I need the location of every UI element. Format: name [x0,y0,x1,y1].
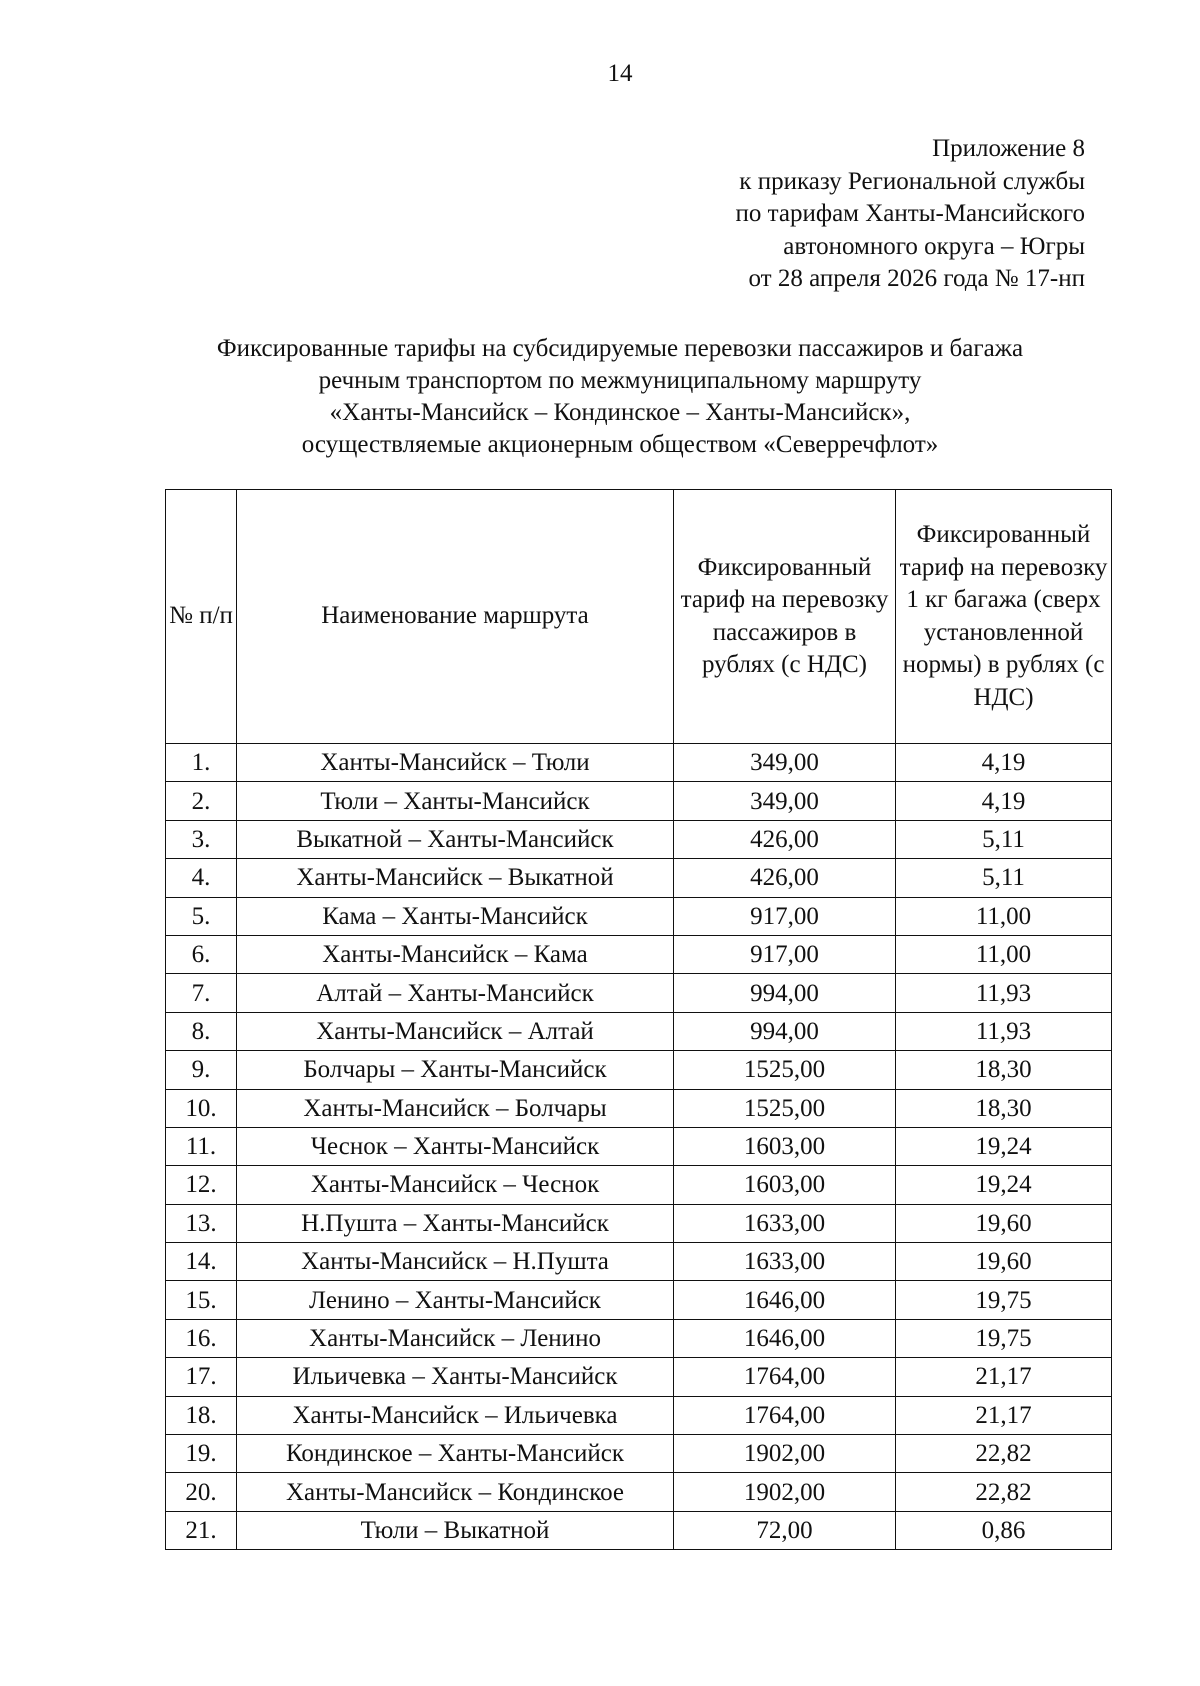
row-number-cell: 11. [166,1127,237,1165]
title-line: осуществляемые акционерным обществом «Северречфлот» [301,431,939,458]
row-number-cell: 20. [166,1473,237,1511]
passenger-tariff-cell: 1525,00 [674,1051,896,1089]
passenger-tariff-cell: 1603,00 [674,1127,896,1165]
row-number-cell: 1. [166,744,237,782]
passenger-tariff-cell: 1603,00 [674,1166,896,1204]
route-name-cell: Н.Пушта – Ханты-Мансийск [237,1204,674,1242]
title-line: речным транспортом по межмуниципальному маршруту [318,367,922,394]
tariff-table [165,489,1112,1550]
passenger-tariff-cell: 349,00 [674,782,896,820]
row-number-cell: 19. [166,1435,237,1473]
route-name-cell: Ханты-Мансийск – Болчары [237,1089,674,1127]
passenger-tariff-cell: 1525,00 [674,1089,896,1127]
passenger-tariff-cell: 1902,00 [674,1435,896,1473]
table-row [166,974,1112,1012]
row-number-cell: 10. [166,1089,237,1127]
passenger-tariff-cell: 426,00 [674,859,896,897]
route-name-cell: Тюли – Ханты-Мансийск [237,782,674,820]
passenger-tariff-cell: 994,00 [674,1012,896,1050]
route-name-cell: Ленино – Ханты-Мансийск [237,1281,674,1319]
header-baggage-tariff: Фиксированный тариф на перевозку 1 кг багажа (сверх установленной нормы) в рублях (с НДС) [896,490,1112,744]
baggage-tariff-cell: 5,11 [896,820,1112,858]
table-row [166,1281,1112,1319]
appendix-line: по тарифам Ханты-Мансийского [735,200,1085,227]
route-name-cell: Чеснок – Ханты-Мансийск [237,1127,674,1165]
route-name-cell: Выкатной – Ханты-Мансийск [237,820,674,858]
table-row [166,820,1112,858]
baggage-tariff-cell: 11,00 [896,935,1112,973]
row-number-cell: 7. [166,974,237,1012]
appendix-line: автономного округа – Югры [783,232,1085,260]
row-number-cell: 21. [166,1511,237,1549]
route-name-cell: Ханты-Мансийск – Выкатной [237,859,674,897]
row-number-cell: 4. [166,859,237,897]
row-number-cell: 16. [166,1319,237,1357]
table-row [166,1127,1112,1165]
row-number-cell: 9. [166,1051,237,1089]
row-number-cell: 2. [166,782,237,820]
passenger-tariff-cell: 1764,00 [674,1396,896,1434]
baggage-tariff-cell: 18,30 [896,1089,1112,1127]
baggage-tariff-cell: 11,93 [896,974,1112,1012]
baggage-tariff-cell: 4,19 [896,782,1112,820]
baggage-tariff-cell: 4,19 [896,744,1112,782]
baggage-tariff-cell: 5,11 [896,859,1112,897]
baggage-tariff-cell: 19,24 [896,1127,1112,1165]
baggage-tariff-cell: 19,60 [896,1204,1112,1242]
passenger-tariff-cell: 1633,00 [674,1243,896,1281]
passenger-tariff-cell: 994,00 [674,974,896,1012]
row-number-cell: 13. [166,1204,237,1242]
route-name-cell: Кама – Ханты-Мансийск [237,897,674,935]
table-header-row [166,490,1112,744]
baggage-tariff-cell: 11,00 [896,897,1112,935]
table-row [166,1473,1112,1511]
route-name-cell: Болчары – Ханты-Мансийск [237,1051,674,1089]
row-number-cell: 12. [166,1166,237,1204]
baggage-tariff-cell: 19,75 [896,1319,1112,1357]
route-name-cell: Ханты-Мансийск – Ильичевка [237,1396,674,1434]
title-line: Фиксированные тарифы на субсидируемые перевозки пассажиров и багажа [216,335,1024,362]
route-name-cell: Ильичевка – Ханты-Мансийск [237,1358,674,1396]
table-row [166,1051,1112,1089]
header-route-name: Наименование маршрута [237,490,674,744]
route-name-cell: Алтай – Ханты-Мансийск [237,974,674,1012]
table-row [166,1435,1112,1473]
baggage-tariff-cell: 19,24 [896,1166,1112,1204]
baggage-tariff-cell: 22,82 [896,1435,1112,1473]
route-name-cell: Ханты-Мансийск – Ленино [237,1319,674,1357]
route-name-cell: Кондинское – Ханты-Мансийск [237,1435,674,1473]
baggage-tariff-cell: 0,86 [896,1511,1112,1549]
passenger-tariff-cell: 917,00 [674,935,896,973]
baggage-tariff-cell: 19,60 [896,1243,1112,1281]
baggage-tariff-cell: 18,30 [896,1051,1112,1089]
baggage-tariff-cell: 11,93 [896,1012,1112,1050]
appendix-line: к приказу Региональной службы [739,167,1085,195]
route-name-cell: Ханты-Мансийск – Тюли [237,744,674,782]
passenger-tariff-cell: 1902,00 [674,1473,896,1511]
baggage-tariff-cell: 21,17 [896,1358,1112,1396]
appendix-line: от 28 апреля 2026 года № 17-нп [748,265,1085,292]
route-name-cell: Ханты-Мансийск – Н.Пушта [237,1243,674,1281]
row-number-cell: 8. [166,1012,237,1050]
passenger-tariff-cell: 426,00 [674,820,896,858]
row-number-cell: 6. [166,935,237,973]
row-number-cell: 3. [166,820,237,858]
table-row [166,1204,1112,1242]
route-name-cell: Ханты-Мансийск – Кама [237,935,674,973]
baggage-tariff-cell: 22,82 [896,1473,1112,1511]
page-number: 14 [607,60,633,87]
baggage-tariff-cell: 19,75 [896,1281,1112,1319]
route-name-cell: Ханты-Мансийск – Чеснок [237,1166,674,1204]
table-row [166,1511,1112,1549]
baggage-tariff-cell: 21,17 [896,1396,1112,1434]
table-body [166,744,1112,1550]
passenger-tariff-cell: 1646,00 [674,1281,896,1319]
table-row [166,1089,1112,1127]
passenger-tariff-cell: 72,00 [674,1511,896,1549]
table-row [166,1166,1112,1204]
document-title [100,333,1140,461]
header-number: № п/п [166,490,237,744]
route-name-cell: Тюли – Выкатной [237,1511,674,1549]
passenger-tariff-cell: 349,00 [674,744,896,782]
table-row [166,935,1112,973]
route-name-cell: Ханты-Мансийск – Алтай [237,1012,674,1050]
row-number-cell: 17. [166,1358,237,1396]
header-passenger-tariff: Фиксированный тариф на перевозку пассажиров в рублях (с НДС) [674,490,896,744]
passenger-tariff-cell: 1764,00 [674,1358,896,1396]
row-number-cell: 5. [166,897,237,935]
row-number-cell: 15. [166,1281,237,1319]
title-line: «Ханты-Мансийск – Кондинское – Ханты-Мансийск», [329,399,911,426]
row-number-cell: 18. [166,1396,237,1434]
passenger-tariff-cell: 1646,00 [674,1319,896,1357]
table-row [166,859,1112,897]
table-row [166,782,1112,820]
table-row [166,1243,1112,1281]
appendix-reference [736,133,1085,296]
table-row [166,1358,1112,1396]
table-row [166,1012,1112,1050]
table-row [166,1396,1112,1434]
passenger-tariff-cell: 1633,00 [674,1204,896,1242]
table-row [166,897,1112,935]
appendix-line: Приложение 8 [932,135,1085,162]
table-row [166,1319,1112,1357]
table-row [166,744,1112,782]
route-name-cell: Ханты-Мансийск – Кондинское [237,1473,674,1511]
passenger-tariff-cell: 917,00 [674,897,896,935]
row-number-cell: 14. [166,1243,237,1281]
